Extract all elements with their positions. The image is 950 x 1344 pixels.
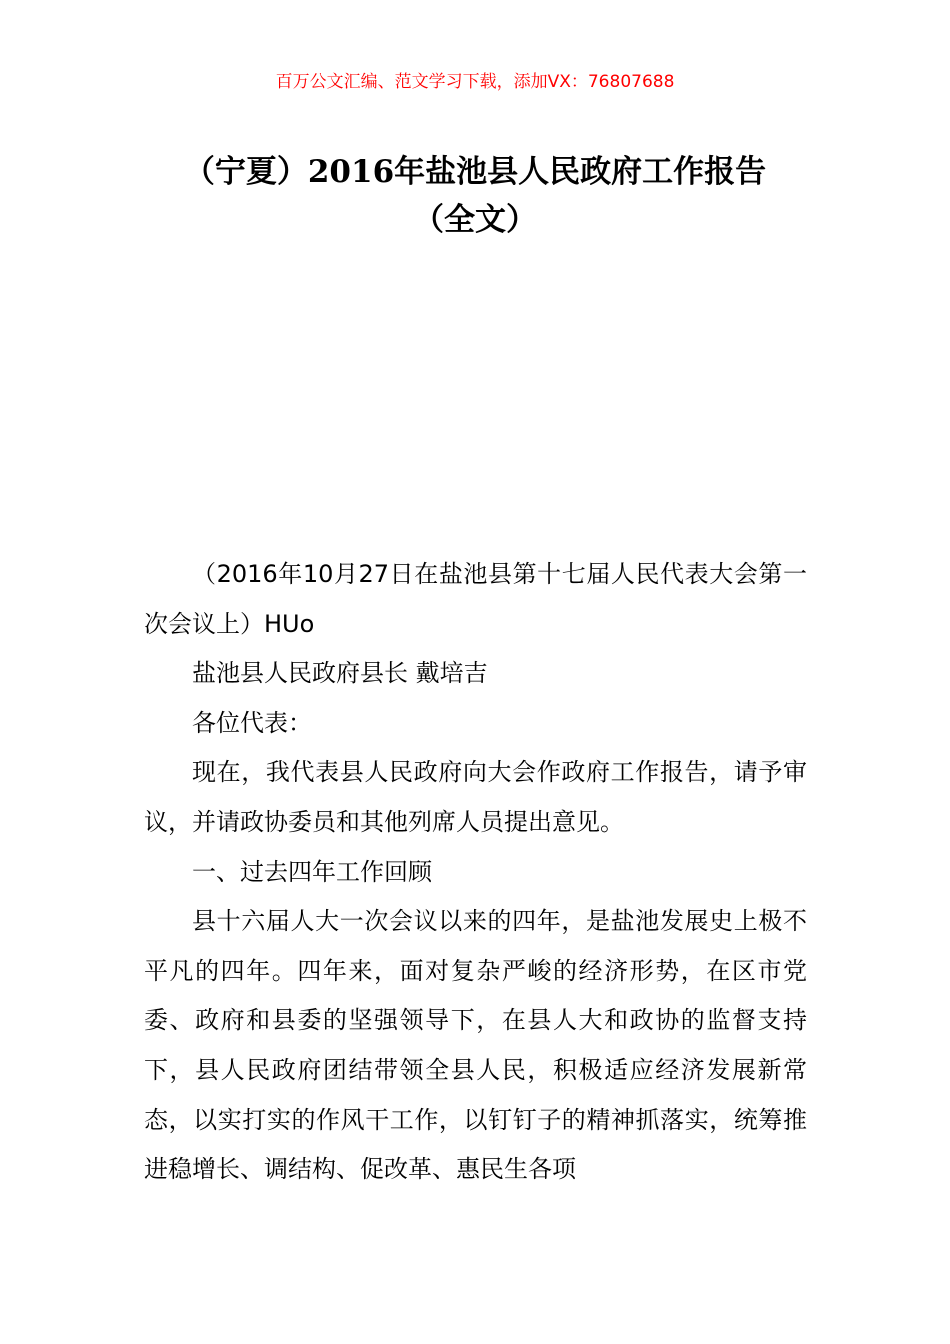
document-title [0, 148, 950, 244]
review-paragraph: 县十六届人大一次会议以来的四年，是盐池发展史上极不平凡的四年。四年来，面对复杂严峻的经济形势，在区市党委、政府和县委的坚强领导下，在县人大和政协的监督支持下，县人民政府团结带领全县人民，积极适应经济发展新常态，以实打实的作风干工作，以钉钉子的精神抓落实，统筹推进稳增长、调结构、促改革、惠民生各项 [144, 907, 807, 1184]
section-heading: 一、过去四年工作回顾 [192, 857, 432, 886]
title-line-2: （全文） [413, 202, 537, 238]
intro-paragraph: 现在，我代表县人民政府向大会作政府工作报告，请予审议，并请政协委员和其他列席人员提出意见。 [144, 758, 807, 836]
speaker-line: 盐池县人民政府县长 戴培吉 [192, 659, 488, 688]
salutation: 各位代表： [192, 708, 312, 737]
title-line-1: （宁夏）2016年盐池县人民政府工作报告 [183, 154, 767, 190]
header-note: 百万公文汇编、范文学习下载，添加VX：76807688 [275, 72, 675, 92]
meeting-note-paragraph: （2016年10月27日在盐池县第十七届人民代表大会第一次会议上）HUo [144, 560, 807, 638]
document-body [144, 550, 807, 1195]
